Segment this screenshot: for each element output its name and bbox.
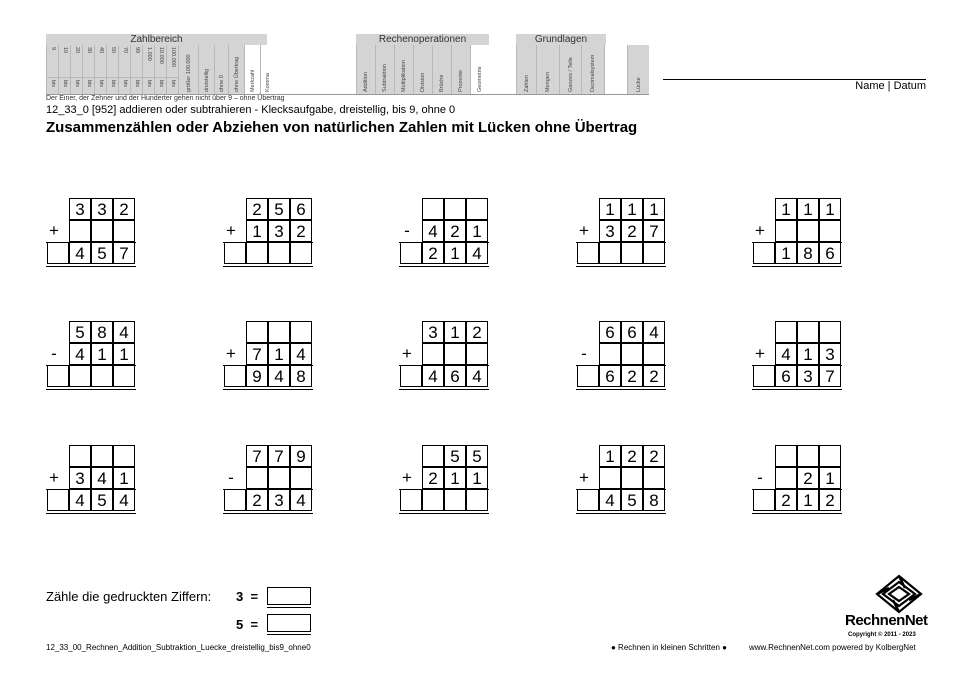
header-col-label: Zahlen bbox=[523, 75, 530, 92]
digit-cell: 1 bbox=[268, 343, 290, 365]
problem-10 bbox=[752, 321, 842, 391]
sum-line bbox=[576, 365, 666, 366]
header-col-label: Lücke bbox=[635, 77, 642, 92]
result-cell[interactable] bbox=[400, 365, 422, 387]
digit-cell: 1 bbox=[775, 198, 797, 220]
header-col-basis bbox=[627, 45, 649, 94]
result-cell: 8 bbox=[643, 489, 665, 511]
digit-cell: 1 bbox=[599, 198, 621, 220]
digit-cell[interactable] bbox=[268, 467, 290, 489]
result-cell: 2 bbox=[643, 365, 665, 387]
digit-cell: 2 bbox=[422, 467, 444, 489]
header-col-bot: bis bbox=[145, 80, 152, 88]
result-cell: 4 bbox=[599, 489, 621, 511]
digit-cell[interactable] bbox=[91, 445, 113, 467]
digit-cell[interactable] bbox=[819, 445, 841, 467]
rechnennet-logo-icon bbox=[875, 574, 923, 614]
result-cell: 1 bbox=[444, 242, 466, 264]
problem-8 bbox=[399, 321, 489, 391]
header-col-top: 70 bbox=[121, 47, 128, 54]
header-col-range bbox=[58, 45, 70, 94]
digit-cell: 7 bbox=[246, 445, 268, 467]
header-col-basis bbox=[581, 45, 604, 94]
problem-5 bbox=[752, 198, 842, 268]
result-cell[interactable] bbox=[47, 365, 69, 387]
header-col-range bbox=[142, 45, 154, 94]
result-cell: 3 bbox=[797, 365, 819, 387]
header-col-op bbox=[375, 45, 394, 94]
sum-line bbox=[46, 242, 136, 243]
result-cell: 2 bbox=[422, 242, 444, 264]
header-col-bot: bis bbox=[121, 80, 128, 88]
header-col-top: 30 bbox=[85, 47, 92, 54]
operator-sign: + bbox=[579, 468, 589, 487]
digit-cell: 1 bbox=[819, 198, 841, 220]
header-col-label: größer 100.000 bbox=[185, 54, 192, 92]
header-col-range bbox=[46, 45, 58, 94]
sum-line-bottom bbox=[576, 266, 666, 267]
digit-cell[interactable] bbox=[819, 220, 841, 242]
count-answer-box-3[interactable] bbox=[267, 587, 311, 605]
header-col-top: 10.000 bbox=[157, 47, 164, 64]
sum-line-bottom bbox=[752, 389, 842, 390]
digit-cell[interactable] bbox=[775, 321, 797, 343]
header-col-op bbox=[394, 45, 413, 94]
header-col-top: 99 bbox=[133, 47, 140, 54]
result-cell: 4 bbox=[69, 489, 91, 511]
sum-line bbox=[223, 489, 313, 490]
result-cell: 8 bbox=[290, 365, 312, 387]
sum-line-bottom bbox=[399, 266, 489, 267]
digit-cell: 2 bbox=[621, 220, 643, 242]
header-col-label: Subtraktion bbox=[382, 64, 388, 92]
result-cell: 4 bbox=[69, 242, 91, 264]
header-col-extra bbox=[198, 45, 214, 94]
result-cell: 3 bbox=[268, 489, 290, 511]
operator-sign: - bbox=[757, 468, 763, 487]
header-col-top: 40 bbox=[97, 47, 104, 54]
result-cell: 6 bbox=[819, 242, 841, 264]
header-col-extra bbox=[214, 45, 228, 94]
result-cell[interactable] bbox=[268, 242, 290, 264]
result-cell: 9 bbox=[246, 365, 268, 387]
header-col-label: ohne 0 bbox=[218, 75, 225, 92]
header-col-label: Addition bbox=[363, 72, 369, 92]
digit-cell: 1 bbox=[797, 198, 819, 220]
digit-cell[interactable] bbox=[797, 220, 819, 242]
digit-cell: 1 bbox=[599, 445, 621, 467]
problem-7 bbox=[223, 321, 313, 391]
result-cell: 2 bbox=[819, 489, 841, 511]
result-cell[interactable] bbox=[753, 489, 775, 511]
operator-sign: + bbox=[49, 468, 59, 487]
digit-cell: 1 bbox=[113, 467, 135, 489]
operator-sign: - bbox=[404, 221, 410, 240]
header-col-top: 9 bbox=[49, 47, 56, 51]
digit-cell: 9 bbox=[290, 445, 312, 467]
digit-cell: 5 bbox=[268, 198, 290, 220]
digit-cell[interactable] bbox=[422, 198, 444, 220]
result-cell[interactable] bbox=[400, 489, 422, 511]
header-col-bot: bis bbox=[157, 80, 164, 88]
digit-cell: 4 bbox=[422, 220, 444, 242]
header-col-label: ohne Übertrag bbox=[233, 56, 240, 92]
digit-cell: 7 bbox=[246, 343, 268, 365]
digit-cell[interactable] bbox=[797, 321, 819, 343]
sum-line-bottom bbox=[46, 513, 136, 514]
header-group-zahlbereich: Zahlbereich bbox=[46, 34, 267, 45]
result-cell: 7 bbox=[819, 365, 841, 387]
header-col-top: 100.000 bbox=[169, 47, 176, 67]
result-cell[interactable] bbox=[224, 242, 246, 264]
operator-sign: + bbox=[402, 468, 412, 487]
result-cell[interactable] bbox=[444, 489, 466, 511]
header-col-range bbox=[154, 45, 166, 94]
operator-sign: - bbox=[51, 344, 57, 363]
header-col-label: dreistellig bbox=[203, 68, 210, 92]
sum-line bbox=[576, 242, 666, 243]
header-group-grundlagen: Grundlagen bbox=[516, 34, 606, 45]
header-col-basis bbox=[536, 45, 559, 94]
operator-sign: + bbox=[579, 221, 589, 240]
digit-cell[interactable] bbox=[69, 445, 91, 467]
footer-filename: 12_33_00_Rechnen_Addition_Subtraktion_Luecke_dreistellig_bis9_ohne0 bbox=[46, 643, 311, 652]
result-cell: 6 bbox=[775, 365, 797, 387]
digit-cell[interactable] bbox=[113, 445, 135, 467]
sum-line bbox=[399, 489, 489, 490]
page-title: Zusammenzählen oder Abziehen von natürlichen Zahlen mit Lücken ohne Übertrag bbox=[46, 119, 638, 136]
result-cell: 7 bbox=[113, 242, 135, 264]
header-col-op bbox=[432, 45, 451, 94]
digit-cell: 2 bbox=[444, 220, 466, 242]
header-col-basis bbox=[559, 45, 581, 94]
header-col-label: Brüche bbox=[439, 74, 445, 92]
result-cell[interactable] bbox=[599, 242, 621, 264]
header-col-label: Geometrie bbox=[477, 66, 483, 92]
digit-cell[interactable] bbox=[290, 467, 312, 489]
problem-3 bbox=[399, 198, 489, 268]
digit-cell[interactable] bbox=[246, 321, 268, 343]
result-cell[interactable] bbox=[753, 365, 775, 387]
digit-cell[interactable] bbox=[643, 343, 665, 365]
digit-cell: 3 bbox=[819, 343, 841, 365]
sum-line-bottom bbox=[223, 513, 313, 514]
digit-cell: 1 bbox=[797, 343, 819, 365]
problem-1 bbox=[46, 198, 136, 268]
header-col-op bbox=[451, 45, 470, 94]
digit-cell: 3 bbox=[599, 220, 621, 242]
result-cell[interactable] bbox=[69, 365, 91, 387]
problem-2 bbox=[223, 198, 313, 268]
digit-cell[interactable] bbox=[775, 445, 797, 467]
header-col-top: 10 bbox=[61, 47, 68, 54]
result-cell[interactable] bbox=[422, 489, 444, 511]
header-col-op bbox=[356, 45, 375, 94]
digit-cell[interactable] bbox=[113, 220, 135, 242]
header-group-rechenoperationen: Rechenoperationen bbox=[356, 34, 489, 45]
operator-sign: - bbox=[581, 344, 587, 363]
header-col-label: Dezimalsystem bbox=[590, 54, 596, 92]
digit-cell[interactable] bbox=[91, 220, 113, 242]
result-cell: 4 bbox=[113, 489, 135, 511]
result-cell: 2 bbox=[246, 489, 268, 511]
result-cell: 5 bbox=[91, 489, 113, 511]
problem-9 bbox=[576, 321, 666, 391]
digit-cell: 1 bbox=[621, 198, 643, 220]
header-col-extra bbox=[244, 45, 260, 94]
header-col-bot: bis bbox=[97, 80, 104, 88]
sum-line-bottom bbox=[576, 513, 666, 514]
header-col-basis bbox=[604, 45, 627, 94]
header-col-op bbox=[413, 45, 432, 94]
digit-cell: 3 bbox=[69, 198, 91, 220]
header-col-bot: bis bbox=[61, 80, 68, 88]
sum-line bbox=[223, 242, 313, 243]
digit-cell[interactable] bbox=[621, 467, 643, 489]
name-date-label: Name | Datum bbox=[855, 80, 926, 92]
header-col-label: Mengen bbox=[545, 72, 551, 92]
sum-line bbox=[223, 365, 313, 366]
sum-line-bottom bbox=[223, 389, 313, 390]
digit-cell: 3 bbox=[91, 198, 113, 220]
operator-sign: + bbox=[755, 221, 765, 240]
sum-line-bottom bbox=[46, 266, 136, 267]
result-cell: 2 bbox=[621, 365, 643, 387]
digit-cell: 3 bbox=[422, 321, 444, 343]
header-col-range bbox=[106, 45, 118, 94]
header-col-label: Ganzes / Teile bbox=[567, 57, 574, 92]
header-col-range bbox=[82, 45, 94, 94]
digit-cell: 2 bbox=[246, 198, 268, 220]
sum-line bbox=[46, 365, 136, 366]
sum-line bbox=[399, 365, 489, 366]
digit-cell[interactable] bbox=[599, 343, 621, 365]
result-cell[interactable] bbox=[246, 242, 268, 264]
sum-line bbox=[576, 489, 666, 490]
header-col-range bbox=[118, 45, 130, 94]
digit-cell[interactable] bbox=[466, 198, 488, 220]
header-col-bot: bis bbox=[169, 80, 176, 88]
result-cell: 6 bbox=[444, 365, 466, 387]
digit-cell: 2 bbox=[290, 220, 312, 242]
result-cell[interactable] bbox=[91, 365, 113, 387]
digit-cell: 4 bbox=[69, 343, 91, 365]
result-cell[interactable] bbox=[47, 242, 69, 264]
digit-cell: 2 bbox=[113, 198, 135, 220]
digit-cell: 3 bbox=[69, 467, 91, 489]
problem-15 bbox=[752, 445, 842, 515]
digit-cell: 5 bbox=[466, 445, 488, 467]
digit-cell: 4 bbox=[643, 321, 665, 343]
sum-line-bottom bbox=[399, 513, 489, 514]
digit-cell[interactable] bbox=[422, 343, 444, 365]
digit-cell: 6 bbox=[621, 321, 643, 343]
digit-cell: 1 bbox=[444, 321, 466, 343]
sum-line-bottom bbox=[399, 389, 489, 390]
operator-sign: - bbox=[228, 468, 234, 487]
result-cell[interactable] bbox=[113, 365, 135, 387]
digit-cell: 7 bbox=[643, 220, 665, 242]
problem-6 bbox=[46, 321, 136, 391]
result-cell[interactable] bbox=[643, 242, 665, 264]
header-col-range bbox=[166, 45, 178, 94]
digit-cell[interactable] bbox=[444, 198, 466, 220]
header-col-basis bbox=[516, 45, 536, 94]
result-cell[interactable] bbox=[466, 489, 488, 511]
header-col-label: Komma bbox=[264, 73, 271, 92]
digit-cell: 4 bbox=[775, 343, 797, 365]
sum-line-bottom bbox=[752, 266, 842, 267]
footer-slogan: ● Rechnen in kleinen Schritten ● bbox=[611, 643, 727, 652]
header-col-label: Prozente bbox=[458, 69, 464, 92]
result-cell[interactable] bbox=[224, 365, 246, 387]
problem-11 bbox=[46, 445, 136, 515]
result-cell: 4 bbox=[422, 365, 444, 387]
header-col-top: 50 bbox=[109, 47, 116, 54]
sum-line-bottom bbox=[46, 389, 136, 390]
header-col-bot: bis bbox=[85, 80, 92, 88]
header-col-op bbox=[470, 45, 489, 94]
digit-cell[interactable] bbox=[69, 220, 91, 242]
brand-name: RechnenNet bbox=[845, 612, 928, 629]
header-bottom-rule bbox=[46, 94, 649, 95]
digit-cell[interactable] bbox=[599, 467, 621, 489]
sum-line-bottom bbox=[576, 389, 666, 390]
header-col-bot: bis bbox=[133, 80, 140, 88]
operator-sign: + bbox=[226, 221, 236, 240]
digit-cell: 1 bbox=[246, 220, 268, 242]
result-cell[interactable] bbox=[577, 242, 599, 264]
result-cell: 5 bbox=[91, 242, 113, 264]
sum-line bbox=[46, 489, 136, 490]
sum-line bbox=[399, 242, 489, 243]
problem-13 bbox=[399, 445, 489, 515]
digit-cell: 1 bbox=[91, 343, 113, 365]
result-cell[interactable] bbox=[47, 489, 69, 511]
operator-sign: + bbox=[402, 344, 412, 363]
digit-cell[interactable] bbox=[621, 343, 643, 365]
digit-cell: 7 bbox=[268, 445, 290, 467]
result-cell: 4 bbox=[466, 242, 488, 264]
digit-cell: 5 bbox=[444, 445, 466, 467]
header-col-range bbox=[130, 45, 142, 94]
header-col-label: Division bbox=[420, 72, 426, 92]
digit-cell: 1 bbox=[466, 467, 488, 489]
digit-cell: 2 bbox=[466, 321, 488, 343]
digit-cell: 1 bbox=[444, 467, 466, 489]
digit-cell[interactable] bbox=[643, 467, 665, 489]
digit-cell: 5 bbox=[69, 321, 91, 343]
digit-cell: 8 bbox=[91, 321, 113, 343]
digit-cell[interactable] bbox=[246, 467, 268, 489]
problem-14 bbox=[576, 445, 666, 515]
problem-4 bbox=[576, 198, 666, 268]
result-cell: 4 bbox=[290, 489, 312, 511]
header-col-extra bbox=[228, 45, 244, 94]
digit-cell[interactable] bbox=[268, 321, 290, 343]
digit-cell: 4 bbox=[113, 321, 135, 343]
digit-cell: 2 bbox=[797, 467, 819, 489]
digit-cell[interactable] bbox=[775, 467, 797, 489]
digit-cell: 1 bbox=[113, 343, 135, 365]
count-digit-5: 5 = bbox=[236, 617, 259, 632]
header-col-bot: bis bbox=[49, 80, 56, 88]
result-cell[interactable] bbox=[753, 242, 775, 264]
result-cell[interactable] bbox=[577, 365, 599, 387]
header-col-bot: bis bbox=[109, 80, 116, 88]
header-col-label: Merkzahl bbox=[249, 69, 256, 92]
digit-cell: 4 bbox=[91, 467, 113, 489]
header-col-range bbox=[178, 45, 198, 94]
operator-sign: + bbox=[49, 221, 59, 240]
digit-cell: 1 bbox=[643, 198, 665, 220]
result-cell[interactable] bbox=[577, 489, 599, 511]
count-digit-3: 3 = bbox=[236, 589, 259, 604]
header-col-label: Multiplikation bbox=[401, 60, 407, 92]
problem-12 bbox=[223, 445, 313, 515]
header-col-extra bbox=[260, 45, 274, 94]
operator-sign: + bbox=[755, 344, 765, 363]
copyright: Copyright © 2011 - 2023 bbox=[848, 632, 916, 638]
rule-note: Der Einer, der Zehner und der Hunderter gehen nicht über 9 – ohne Übertrag bbox=[46, 95, 285, 102]
digit-cell[interactable] bbox=[290, 321, 312, 343]
header-col-range bbox=[94, 45, 106, 94]
result-cell: 8 bbox=[797, 242, 819, 264]
result-cell[interactable] bbox=[290, 242, 312, 264]
digit-cell: 6 bbox=[290, 198, 312, 220]
digit-cell[interactable] bbox=[775, 220, 797, 242]
header-col-range bbox=[70, 45, 82, 94]
digit-cell[interactable] bbox=[819, 321, 841, 343]
result-cell[interactable] bbox=[224, 489, 246, 511]
result-cell: 1 bbox=[797, 489, 819, 511]
result-cell: 5 bbox=[621, 489, 643, 511]
result-cell: 1 bbox=[775, 242, 797, 264]
worksheet-meta: 12_33_0 [952] addieren oder subtrahieren - Klecksaufgabe, dreistellig, bis 9, ohne 0 bbox=[46, 104, 456, 116]
sum-line-bottom bbox=[752, 513, 842, 514]
header-col-bot: bis bbox=[73, 80, 80, 88]
sum-line bbox=[752, 489, 842, 490]
header-col-top: 20 bbox=[73, 47, 80, 54]
result-cell[interactable] bbox=[400, 242, 422, 264]
result-cell: 4 bbox=[466, 365, 488, 387]
footer-url: www.RechnenNet.com powered by KolbergNet bbox=[749, 643, 916, 652]
digit-cell: 6 bbox=[599, 321, 621, 343]
count-label: Zähle die gedruckten Ziffern: bbox=[46, 589, 212, 604]
count-answer-box-5[interactable] bbox=[267, 614, 311, 632]
digit-cell: 2 bbox=[643, 445, 665, 467]
digit-cell[interactable] bbox=[466, 343, 488, 365]
operator-sign: + bbox=[226, 344, 236, 363]
digit-cell: 4 bbox=[290, 343, 312, 365]
result-cell[interactable] bbox=[621, 242, 643, 264]
header-col-top: 1.000 bbox=[145, 47, 152, 61]
digit-cell: 3 bbox=[268, 220, 290, 242]
sum-line-bottom bbox=[223, 266, 313, 267]
sum-line bbox=[752, 365, 842, 366]
digit-cell[interactable] bbox=[422, 445, 444, 467]
result-cell: 4 bbox=[268, 365, 290, 387]
digit-cell: 2 bbox=[621, 445, 643, 467]
result-cell: 2 bbox=[775, 489, 797, 511]
digit-cell[interactable] bbox=[797, 445, 819, 467]
digit-cell[interactable] bbox=[444, 343, 466, 365]
digit-cell: 1 bbox=[466, 220, 488, 242]
digit-cell: 1 bbox=[819, 467, 841, 489]
sum-line bbox=[752, 242, 842, 243]
result-cell: 6 bbox=[599, 365, 621, 387]
